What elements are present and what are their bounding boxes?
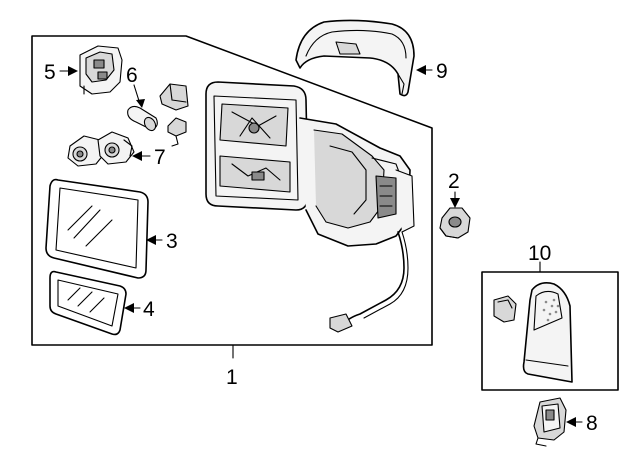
arrow-8 (566, 417, 576, 427)
callout-8: 8 (586, 412, 598, 435)
arrow-4 (124, 303, 134, 313)
callout-10: 10 (528, 242, 552, 265)
part-4-spotter-glass (50, 272, 126, 335)
arrow-9 (416, 65, 426, 75)
part-3-mirror-glass (46, 180, 148, 278)
callout-7: 7 (154, 146, 166, 169)
callout-4: 4 (143, 298, 155, 321)
part-2-nut (440, 208, 470, 238)
callout-6: 6 (126, 64, 138, 87)
callout-3: 3 (166, 230, 178, 253)
callout-9: 9 (436, 60, 448, 83)
part-5-bracket (80, 46, 122, 94)
callout-5: 5 (44, 61, 56, 84)
callout-2: 2 (448, 170, 460, 193)
part-7-motor (68, 132, 134, 166)
callout-1: 1 (226, 366, 238, 389)
part-8-clip (534, 398, 566, 446)
part-1-mirror-housing (206, 82, 414, 332)
part-10-signal-lamp (494, 283, 572, 382)
arrow-2 (450, 198, 460, 208)
